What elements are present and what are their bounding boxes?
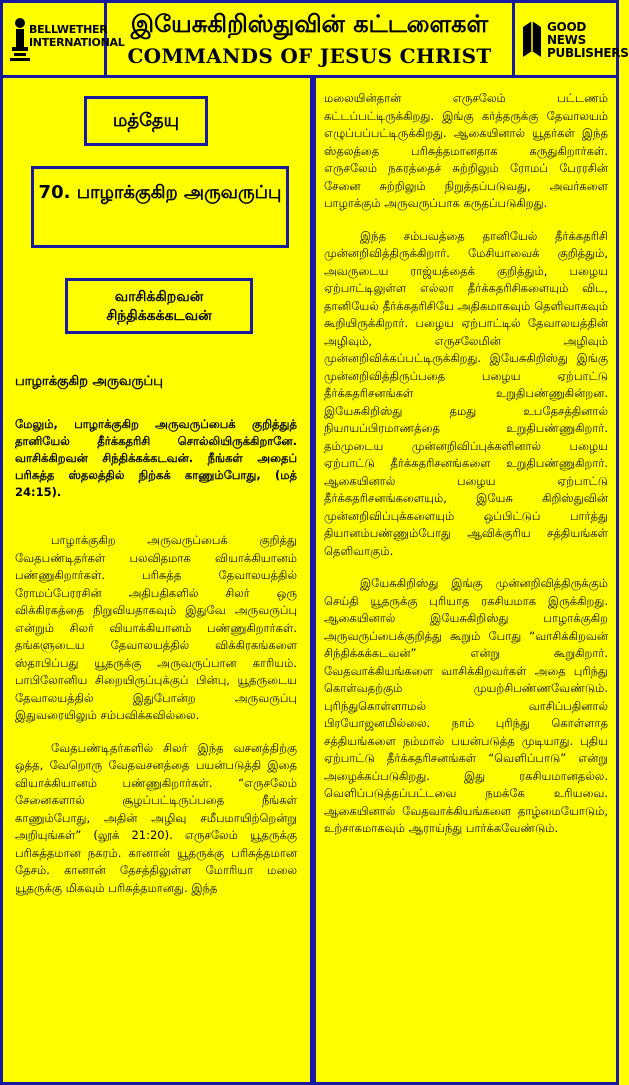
left-body [15,532,297,912]
bellwether-logo-text: BELLWETHER INTERNATIONAL [29,23,125,49]
header [3,3,629,78]
scripture-verse: மேலும், பாழாக்குகிற அருவருப்பைக் குறித்துத் தானியேல் தீர்க்கதரிசி சொல்லியிருக்கிறானே. வாசிக்கிறவன் சிந்திக்கக்கடவன். நீங்கள் அதைப் பரிசுத்த ஸ்தலத்தில் நிற்கக் காணும்போது, (மத் 24:15). [15,417,297,499]
paragraph: பாழாக்குகிற அருவருப்பைக் குறித்து வேதபண்டிதர்கள் பலவிதமாக வியாக்கியானம் பண்ணுகிறார்கள். பரிசுத்த தேவாலயத்தில் ரோமப்பேரரசின் அதிபதிகளில் சிலர் ஒரு விக்கிரகத்தை நிறுவியதாகவும் இதுவே அருவருப்பு என்றும் சிலர் வியாக்கியானம் பண்ணுகிறார்கள். தங்களுடைய தேவாலயத்தில் விக்கிரகங்களை ஸ்தாபிப்பது யூதருக்கு அருவருப்பான காரியம். பாபிலோனிய சிறையிருப்புக்குப் பின்பு, யூதருடைய தேவாலயத்தில் இதுபோன்ற அருவருப்பு இதுவரையிலும் சம்பவிக்கவில்லை. [15,533,297,722]
good-news-logo [512,3,629,75]
left-column [7,80,305,1082]
sheep-icon [9,17,31,61]
reader-note-box: வாசிக்கிறவன் சிந்திக்கக்கடவன் [65,278,253,334]
paragraph: இயேசுகிறிஸ்து இங்கு முன்னறிவித்திருக்கும் செய்தி யூதருக்கு புரியாத ரகசியமாக இருக்கிறது. ஆகையினால் இயேசுகிறிஸ்து பாழாக்குகிற அருவருப்பைக்குறித்து கூறும் போது “வாசிக்கிறவன் சிந்திக்கக்கடவன்” என்று கூறுகிறார். வேதவாக்கியங்களை வாசிக்கிறவர்கள் அதை புரிந்து கொள்வதற்கும் முயற்சிபண்ணவேண்டும். புரிந்துகொள்ளாமல் வாசிப்பதினால் பிரயோஜனமில்லை. நாம் புரிந்து கொள்ளாத சத்தியங்களை நம்மால் பயன்படுத்த முடியாது. புதிய ஏற்பாட்டு தீர்க்கதரிசனங்கள் “வெளிப்பாடு” என்று அழைக்கப்படுகிறது. இது ரகசியமானதல்ல. வெளிப்படுத்தப்பட்டவை நமக்கே உரியவை. ஆகையினால் வேதவாக்கியங்களை தாழ்மையோடும், உற்சாகமாகவும் ஆராய்ந்து பார்க்கவேண்டும். [324,576,608,835]
paragraph: இந்த சம்பவத்தை தானியேல் தீர்க்கதரிசி முன்னறிவித்திருக்கிறார். மேசியாவைக் குறித்தும், அவருடைய ராஜ்யத்தைக் குறித்தும், பழைய ஏற்பாட்டிலுள்ள எல்லா தீர்க்கதரிசிகளையும் விட, தானியேல் தீர்க்கதரிசியே அதிகமாகவும் தெளிவாகவும் கூறியிருக்கிறார். பழைய ஏற்பாட்டில் தேவாலயத்தின் அழிவும், எருசலேமின் அழிவும் முன்னறிவிக்கப்பட்டிருக்கிறது. இயேசுகிறிஸ்து இங்கு முன்னறிவித்திருப்பதை பழைய ஏற்பாட்டு தீர்க்கதரிசனங்கள் உறுதிபண்ணுகின்றன. இயேசுகிறிஸ்து தமது உபதேசத்தினால் நியாயப்பிரமாணத்தை உறுதிபண்ணுகிறார். தம்முடைய முன்னறிவிப்புக்களினால் பழைய ஏற்பாட்டு தீர்க்கதரிசனங்களை உறுதிபண்ணுகிறார். ஆகையினால் பழைய ஏற்பாட்டு தீர்க்கதரிசனங்களையும், இயேசு கிறிஸ்துவின் முன்னறிவிப்புக்களையும் ஒப்பிட்டுப் பார்த்து தியானம்பண்ணும்போது ஆவிக்குரிய சத்தியங்கள் தெளிவாகும். [324,228,608,558]
paragraph: மலையின்தான் எருசலேம் பட்டணம் கட்டப்பட்டிருக்கிறது. இங்கு கர்த்தருக்கு தேவாலயம் எழுப்பப்பட்டிருக்கிறது. ஆகையினால் யூதர்கள் இந்த ஸ்தலத்தை பரிசுத்தமானதாக கருதுகிறார்கள். எருசலேம் நகரத்தைச் சுற்றிலும் ரோமப் பேரரசின் சேனை சுற்றிலும் நிறுத்தப்படுவது, அவர்களை பாழாக்கும் அருவருப்பாக கருதப்படுகிறது. [324,91,608,210]
title-area [110,3,509,75]
good-news-logo-text: GOOD NEWS PUBLISHERS [547,20,629,60]
lesson-title-box: 70. பாழாக்குகிற அருவருப்பு [31,166,289,248]
column-divider [310,78,316,1082]
title-english: COMMANDS OF JESUS CHRIST [127,44,492,68]
right-column [322,80,610,1082]
paragraph: வேதபண்டிதர்களில் சிலர் இந்த வசனத்திற்கு ஒத்த, வேறொரு வேதவசனத்தை பயன்படுத்தி இதை வியாக்கியானம் பண்ணுகிறார்கள். “எருசலேம் சேனைகளால் சூழப்பட்டிருப்பதை நீங்கள் காணும்போது, அதின் அழிவு சமீபமாயிற்றென்று அறியுங்கள்” (லூக் 21:20). எருசலேம் யூதருக்கு பரிசுத்தமான நகரம். கானான் யூதருக்கு பரிசுத்தமான தேசம். கானான் தேசத்திலுள்ள மோரியா மலை யூதருக்கு மிகவும் பரிசுத்தமானது. இந்த [15,740,297,895]
book-icon [521,17,543,61]
section-heading: பாழாக்குகிற அருவருப்பு [15,374,163,389]
title-tamil: இயேசுகிறிஸ்துவின் கட்டளைகள் [130,9,489,38]
book-title-box: மத்தேயு [84,96,208,146]
bellwether-logo [3,3,125,75]
right-body [324,90,608,853]
